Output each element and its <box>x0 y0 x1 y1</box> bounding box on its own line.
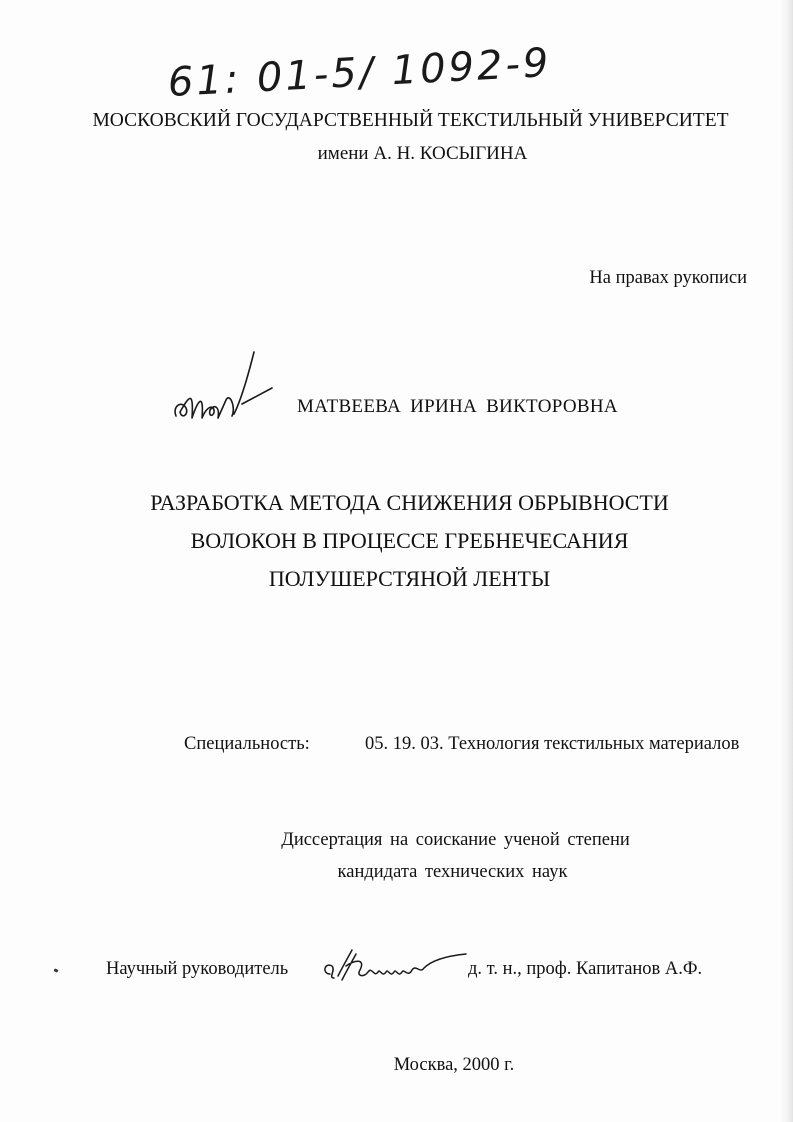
dissertation-title-line-1: РАЗРАБОТКА МЕТОДА СНИЖЕНИЯ ОБРЫВНОСТИ <box>150 490 669 515</box>
scan-edge-shadow <box>779 0 793 1122</box>
specialty-label: Специальность: <box>184 734 310 754</box>
degree-statement-line-1: Диссертация на соискание ученой степени <box>281 830 630 850</box>
author-name: МАТВЕЕВА ИРИНА ВИКТОРОВНА <box>297 396 618 417</box>
scan-speck <box>54 968 59 972</box>
degree-statement-line-2: кандидата технических наук <box>337 862 568 882</box>
supervisor-signature <box>320 944 470 988</box>
specialty-value: 05. 19. 03. Технология текстильных материалов <box>365 734 740 754</box>
place-and-year: Москва, 2000 г. <box>393 1055 515 1075</box>
supervisor-label: Научный руководитель <box>106 959 289 979</box>
manuscript-rights-note: На правах рукописи <box>589 268 747 288</box>
handwritten-catalog-code: 61: 01-5/ 1092-9 <box>166 39 553 106</box>
university-named-after: имени А. Н. КОСЫГИНА <box>317 143 528 164</box>
supervisor-name: д. т. н., проф. Капитанов А.Ф. <box>468 959 703 979</box>
dissertation-title-line-2: ВОЛОКОН В ПРОЦЕССЕ ГРЕБНЕЧЕСАНИЯ <box>190 528 629 553</box>
dissertation-title-line-3: ПОЛУШЕРСТЯНОЙ ЛЕНТЫ <box>268 566 551 591</box>
author-signature <box>168 348 278 438</box>
university-name: МОСКОВСКИЙ ГОСУДАРСТВЕННЫЙ ТЕКСТИЛЬНЫЙ УНИВЕРСИТЕТ <box>92 110 729 131</box>
